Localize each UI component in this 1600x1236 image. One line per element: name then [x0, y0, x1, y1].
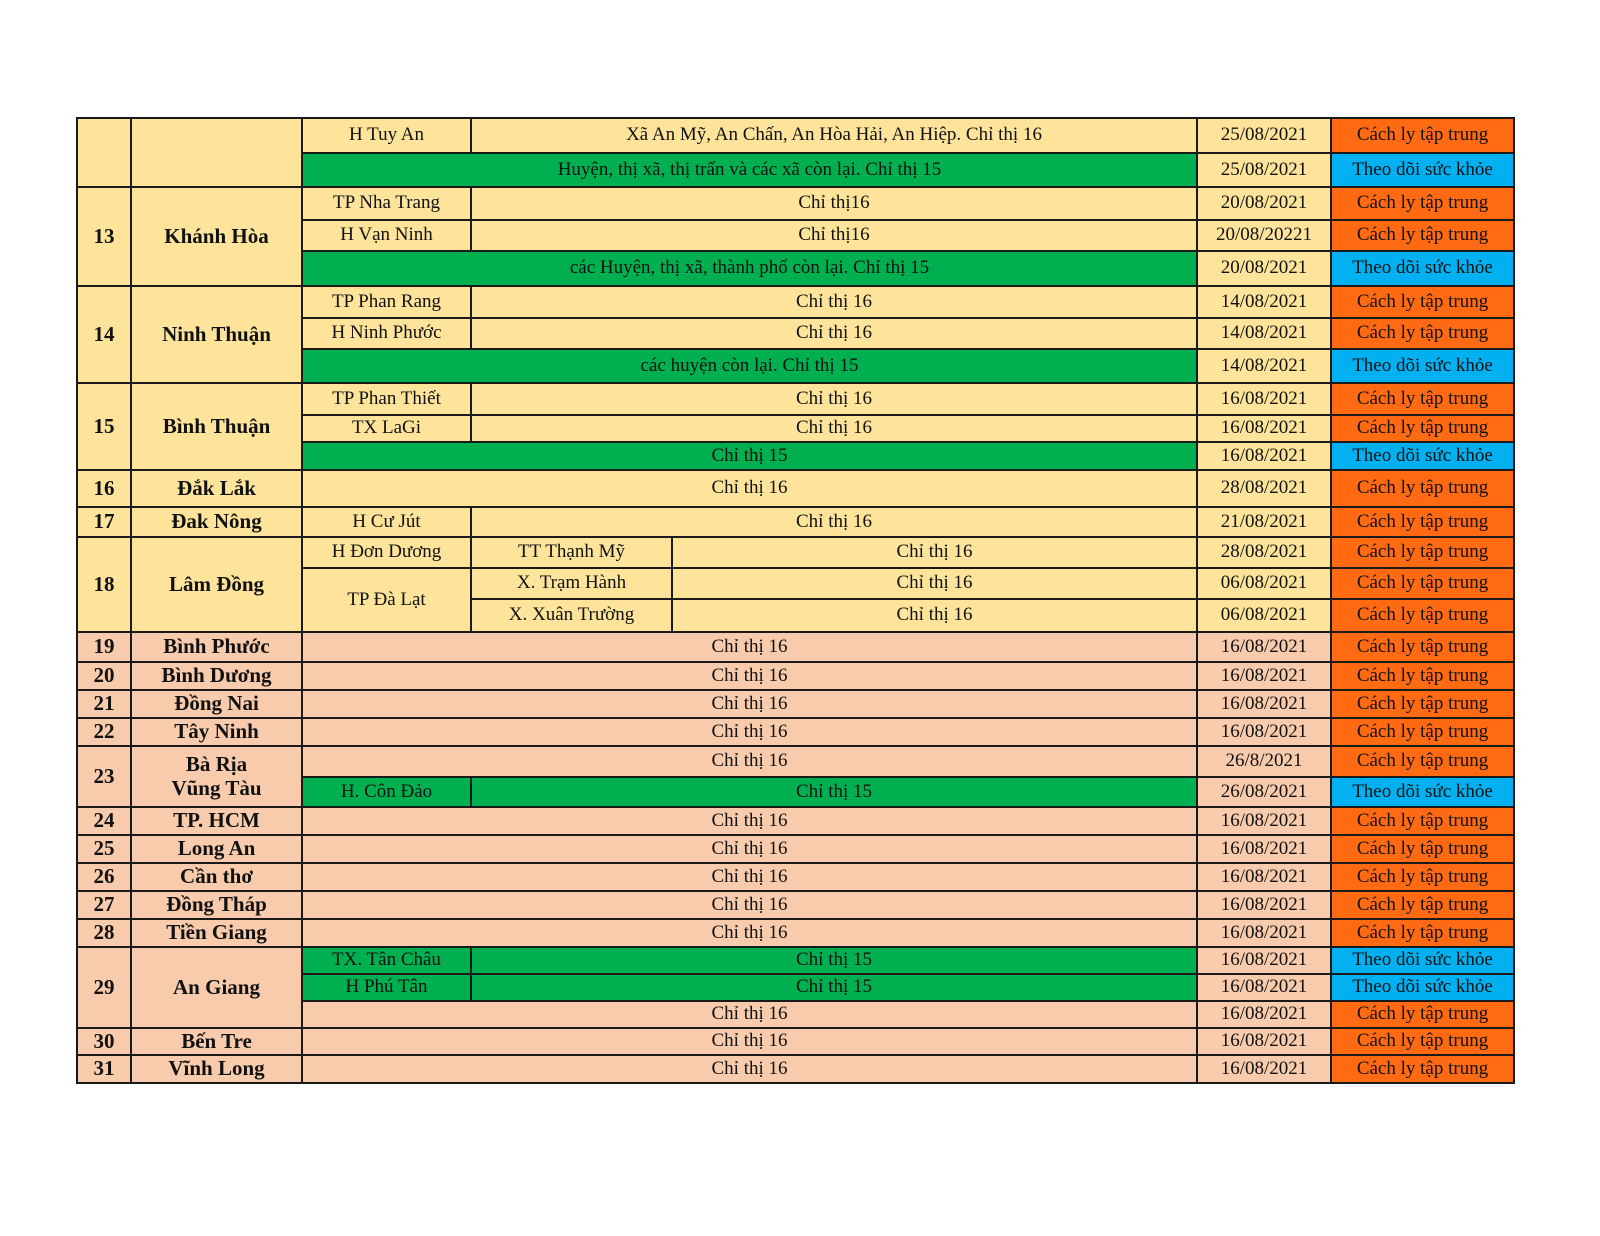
directive-cell: Chỉ thị 16: [471, 415, 1197, 442]
date-cell: 16/08/2021: [1197, 835, 1331, 863]
directive-cell: Chỉ thị 15: [471, 974, 1197, 1001]
date-cell: 16/08/2021: [1197, 891, 1331, 919]
table-row: [77, 286, 1514, 318]
directive-cell: các Huyện, thị xã, thành phố còn lại. Chỉ thị 15: [302, 251, 1197, 286]
date-cell: 16/08/2021: [1197, 863, 1331, 891]
province-cell: Ninh Thuận: [131, 286, 302, 383]
area-cell: TP Nha Trang: [302, 187, 471, 220]
area-cell: H. Côn Đảo: [302, 777, 471, 807]
date-cell: 14/08/2021: [1197, 318, 1331, 349]
area-cell: TP Phan Thiết: [302, 383, 471, 415]
directive-cell: Chỉ thị 16: [471, 507, 1197, 537]
measure-cell: Cách ly tập trung: [1331, 1001, 1514, 1028]
row-number-cell: 22: [77, 718, 131, 746]
province-cell: An Giang: [131, 947, 302, 1028]
measure-cell: Cách ly tập trung: [1331, 470, 1514, 507]
row-number-cell: 17: [77, 507, 131, 537]
measure-cell: Cách ly tập trung: [1331, 286, 1514, 318]
measure-cell: Cách ly tập trung: [1331, 835, 1514, 863]
directive-cell: Chỉ thị 16: [302, 891, 1197, 919]
table-row: [77, 746, 1514, 777]
date-cell: 16/08/2021: [1197, 947, 1331, 974]
province-cell: Bà Rịa Vũng Tàu: [131, 746, 302, 807]
date-cell: 06/08/2021: [1197, 568, 1331, 599]
measure-cell: Cách ly tập trung: [1331, 187, 1514, 220]
row-number-cell: 25: [77, 835, 131, 863]
directive-cell: Chỉ thị 16: [471, 286, 1197, 318]
measure-cell: Cách ly tập trung: [1331, 318, 1514, 349]
date-cell: 16/08/2021: [1197, 1055, 1331, 1083]
directive-cell: Chỉ thị 15: [302, 442, 1197, 470]
date-cell: 25/08/2021: [1197, 153, 1331, 187]
row-number-cell: 28: [77, 919, 131, 947]
measure-cell: Cách ly tập trung: [1331, 383, 1514, 415]
row-number-cell: 19: [77, 632, 131, 662]
table-row: [77, 187, 1514, 220]
directive-cell: Chỉ thị 15: [471, 947, 1197, 974]
province-cell: Vĩnh Long: [131, 1055, 302, 1083]
table-row: [77, 537, 1514, 568]
date-cell: 28/08/2021: [1197, 470, 1331, 507]
table-row: [77, 118, 1514, 153]
restrictions-table: [76, 117, 1515, 1084]
province-cell: [131, 118, 302, 187]
directive-cell: Chỉ thị 16: [302, 690, 1197, 718]
row-number-cell: 26: [77, 863, 131, 891]
province-cell: Đồng Nai: [131, 690, 302, 718]
measure-cell: Cách ly tập trung: [1331, 507, 1514, 537]
date-cell: 16/08/2021: [1197, 974, 1331, 1001]
area-cell: TP Đà Lạt: [302, 568, 471, 632]
measure-cell: Theo dõi sức khỏe: [1331, 777, 1514, 807]
date-cell: 20/08/20221: [1197, 220, 1331, 251]
row-number-cell: 27: [77, 891, 131, 919]
area-cell: TP Phan Rang: [302, 286, 471, 318]
directive-cell: Huyện, thị xã, thị trấn và các xã còn lại. Chỉ thị 15: [302, 153, 1197, 187]
table-row: [77, 891, 1514, 919]
date-cell: 26/08/2021: [1197, 777, 1331, 807]
date-cell: 14/08/2021: [1197, 286, 1331, 318]
province-cell: Bến Tre: [131, 1028, 302, 1055]
date-cell: 06/08/2021: [1197, 599, 1331, 632]
directive-cell: Chỉ thị 16: [302, 1055, 1197, 1083]
measure-cell: Cách ly tập trung: [1331, 746, 1514, 777]
measure-cell: Cách ly tập trung: [1331, 599, 1514, 632]
directive-cell: Chỉ thị 16: [302, 718, 1197, 746]
date-cell: 16/08/2021: [1197, 415, 1331, 442]
area-cell: TX LaGi: [302, 415, 471, 442]
directive-cell: Chỉ thị 15: [471, 777, 1197, 807]
measure-cell: Cách ly tập trung: [1331, 415, 1514, 442]
measure-cell: Cách ly tập trung: [1331, 807, 1514, 835]
table-row: [77, 919, 1514, 947]
table-row: [77, 863, 1514, 891]
table-row: [77, 507, 1514, 537]
measure-cell: Cách ly tập trung: [1331, 537, 1514, 568]
directive-cell: Chỉ thị16: [471, 220, 1197, 251]
date-cell: 20/08/2021: [1197, 187, 1331, 220]
table-body: [77, 118, 1514, 1083]
measure-cell: Theo dõi sức khỏe: [1331, 442, 1514, 470]
directive-cell: Chỉ thị 16: [471, 383, 1197, 415]
row-number-cell: 16: [77, 470, 131, 507]
date-cell: 16/08/2021: [1197, 919, 1331, 947]
measure-cell: Cách ly tập trung: [1331, 863, 1514, 891]
date-cell: 16/08/2021: [1197, 383, 1331, 415]
table-row: [77, 383, 1514, 415]
row-number-cell: 13: [77, 187, 131, 286]
province-cell: Tây Ninh: [131, 718, 302, 746]
row-number-cell: 29: [77, 947, 131, 1028]
province-cell: Đak Nông: [131, 507, 302, 537]
directive-cell: các huyện còn lại. Chỉ thị 15: [302, 349, 1197, 383]
date-cell: 20/08/2021: [1197, 251, 1331, 286]
date-cell: 16/08/2021: [1197, 442, 1331, 470]
measure-cell: Cách ly tập trung: [1331, 568, 1514, 599]
province-cell: Khánh Hòa: [131, 187, 302, 286]
row-number-cell: 18: [77, 537, 131, 632]
province-cell: Bình Thuận: [131, 383, 302, 470]
date-cell: 25/08/2021: [1197, 118, 1331, 153]
date-cell: 16/08/2021: [1197, 662, 1331, 690]
province-cell: Đắk Lắk: [131, 470, 302, 507]
table-row: [77, 690, 1514, 718]
measure-cell: Theo dõi sức khỏe: [1331, 974, 1514, 1001]
date-cell: 21/08/2021: [1197, 507, 1331, 537]
province-cell: Lâm Đồng: [131, 537, 302, 632]
table-row: [77, 662, 1514, 690]
area-cell: X. Trạm Hành: [471, 568, 672, 599]
date-cell: 16/08/2021: [1197, 1001, 1331, 1028]
directive-cell: Chỉ thị 16: [672, 599, 1197, 632]
province-cell: Bình Phước: [131, 632, 302, 662]
province-cell: Bình Dương: [131, 662, 302, 690]
directive-cell: Chỉ thị 16: [302, 470, 1197, 507]
area-cell: H Phú Tân: [302, 974, 471, 1001]
measure-cell: Theo dõi sức khỏe: [1331, 153, 1514, 187]
table-row: [77, 1028, 1514, 1055]
measure-cell: Cách ly tập trung: [1331, 718, 1514, 746]
measure-cell: Cách ly tập trung: [1331, 1028, 1514, 1055]
directive-cell: Chỉ thị 16: [672, 568, 1197, 599]
area-cell: H Vạn Ninh: [302, 220, 471, 251]
table-row: [77, 947, 1514, 974]
row-number-cell: 30: [77, 1028, 131, 1055]
directive-cell: Chỉ thị 16: [302, 1028, 1197, 1055]
row-number-cell: 21: [77, 690, 131, 718]
directive-cell: Chỉ thị 16: [302, 662, 1197, 690]
directive-cell: Xã An Mỹ, An Chấn, An Hòa Hải, An Hiệp. Chỉ thị 16: [471, 118, 1197, 153]
row-number-cell: 20: [77, 662, 131, 690]
table-row: [77, 718, 1514, 746]
measure-cell: Theo dõi sức khỏe: [1331, 349, 1514, 383]
area-cell: X. Xuân Trường: [471, 599, 672, 632]
province-cell: TP. HCM: [131, 807, 302, 835]
directive-cell: Chỉ thị 16: [471, 318, 1197, 349]
measure-cell: Cách ly tập trung: [1331, 632, 1514, 662]
date-cell: 16/08/2021: [1197, 718, 1331, 746]
area-cell: TT Thạnh Mỹ: [471, 537, 672, 568]
directive-cell: Chỉ thị 16: [302, 807, 1197, 835]
area-cell: H Ninh Phước: [302, 318, 471, 349]
province-cell: Long An: [131, 835, 302, 863]
province-cell: Cần thơ: [131, 863, 302, 891]
measure-cell: Cách ly tập trung: [1331, 662, 1514, 690]
area-cell: H Tuy An: [302, 118, 471, 153]
date-cell: 26/8/2021: [1197, 746, 1331, 777]
table-row: [77, 835, 1514, 863]
directive-cell: Chỉ thị 16: [302, 835, 1197, 863]
directive-cell: Chỉ thị 16: [672, 537, 1197, 568]
row-number-cell: 14: [77, 286, 131, 383]
area-cell: TX. Tân Châu: [302, 947, 471, 974]
area-cell: H Cư Jút: [302, 507, 471, 537]
directive-cell: Chỉ thị 16: [302, 746, 1197, 777]
directive-cell: Chỉ thị 16: [302, 632, 1197, 662]
province-cell: Tiền Giang: [131, 919, 302, 947]
table-row: [77, 1055, 1514, 1083]
measure-cell: Cách ly tập trung: [1331, 220, 1514, 251]
directive-cell: Chỉ thị16: [471, 187, 1197, 220]
date-cell: 16/08/2021: [1197, 632, 1331, 662]
directive-cell: Chỉ thị 16: [302, 1001, 1197, 1028]
measure-cell: Cách ly tập trung: [1331, 690, 1514, 718]
date-cell: 16/08/2021: [1197, 807, 1331, 835]
table-row: [77, 807, 1514, 835]
date-cell: 16/08/2021: [1197, 690, 1331, 718]
measure-cell: Cách ly tập trung: [1331, 891, 1514, 919]
table-row: [77, 470, 1514, 507]
row-number-cell: [77, 118, 131, 187]
province-cell: Đồng Tháp: [131, 891, 302, 919]
row-number-cell: 23: [77, 746, 131, 807]
directive-cell: Chỉ thị 16: [302, 863, 1197, 891]
date-cell: 14/08/2021: [1197, 349, 1331, 383]
measure-cell: Theo dõi sức khỏe: [1331, 947, 1514, 974]
measure-cell: Cách ly tập trung: [1331, 919, 1514, 947]
directive-cell: Chỉ thị 16: [302, 919, 1197, 947]
measure-cell: Cách ly tập trung: [1331, 1055, 1514, 1083]
row-number-cell: 15: [77, 383, 131, 470]
table-row: [77, 632, 1514, 662]
area-cell: H Đơn Dương: [302, 537, 471, 568]
date-cell: 28/08/2021: [1197, 537, 1331, 568]
row-number-cell: 31: [77, 1055, 131, 1083]
measure-cell: Cách ly tập trung: [1331, 118, 1514, 153]
date-cell: 16/08/2021: [1197, 1028, 1331, 1055]
row-number-cell: 24: [77, 807, 131, 835]
measure-cell: Theo dõi sức khỏe: [1331, 251, 1514, 286]
